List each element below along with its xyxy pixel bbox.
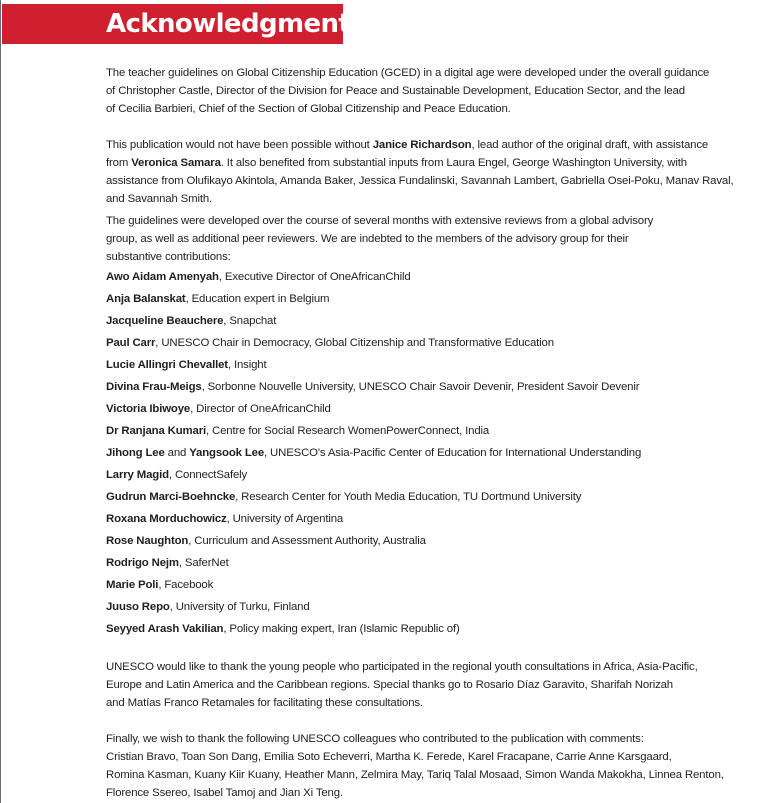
contributor-item [106,618,774,640]
contributor-affiliation: , Research Center for Youth Media Education, TU Dortmund University [235,491,582,503]
text-line [106,154,774,172]
contributor-name: Yangsook Lee [189,447,265,459]
contributor-name: Roxana Morduchowicz [106,513,227,525]
text-line: Romina Kasman, Kuany Kiir Kuany, Heather Mann, Zelmira May, Tariq Talal Mosaad, Simon Wanda Makokha, Linnea Renton, [106,769,724,781]
contributor-item [106,376,774,398]
text-fragment: , lead author of the original draft, with assistance [471,139,709,151]
acknowledgments-body [106,64,774,802]
text-fragment: This publication would not have been possible without [106,139,373,151]
contributor-affiliation: , University of Turku, Finland [169,601,310,613]
contributor-affiliation: , Director of OneAfricanChild [190,403,331,415]
contributor-item [106,486,774,508]
text-line: and Matías Franco Retamales for facilitating these consultations. [106,697,423,709]
contributor-affiliation: , Facebook [158,579,214,591]
authors-paragraph [106,136,774,208]
contributor-name: Jacqueline Beauchere [106,315,224,327]
contributor-affiliation: , UNESCO Chair in Democracy, Global Citizenship and Transformative Education [155,337,554,349]
contributor-name: Victoria Ibiwoye [106,403,191,415]
page-left-rule [0,0,1,803]
text-line: assistance from Olufikayo Akintola, Amanda Baker, Jessica Fundalinski, Savannah Lambert, Gabriella Osei-Poku, Manav Raval, [106,175,734,187]
contributor-affiliation: , Snapchat [223,315,277,327]
assistant-author-name: Veronica Samara [131,157,221,169]
text-line: Europe and Latin America and the Caribbean regions. Special thanks go to Rosario Díaz Garavito, Sharifah Norizah [106,679,673,691]
contributor-item [106,310,774,332]
contributor-name: Anja Balanskat [106,293,186,305]
contributor-name: Rodrigo Nejm [106,557,179,569]
contributor-name: Awo Aidam Amenyah [106,271,219,283]
text-fragment: . It also benefited from substantial inputs from Laura Engel, George Washington University, with [220,157,687,169]
text-line: Finally, we wish to thank the following UNESCO colleagues who contributed to the publication with comments: [106,733,644,745]
text-line: substantive contributions: [106,251,231,263]
contributor-item [106,288,774,310]
text-line: of Cecilia Barbieri, Chief of the Section of Global Citizenship and Peace Education. [106,103,511,115]
contributor-affiliation: , Curriculum and Assessment Authority, Australia [188,535,426,547]
contributor-name: Jihong Lee [106,447,165,459]
contributor-affiliation: , ConnectSafely [168,469,248,481]
contributor-name: Rose Naughton [106,535,189,547]
text-fragment: and [164,447,190,459]
intro-paragraph [106,64,774,118]
text-line [106,136,774,154]
contributor-item [106,442,774,464]
contributor-item [106,508,774,530]
contributor-name: Dr Ranjana Kumari [106,425,206,437]
contributor-name: Paul Carr [106,337,156,349]
text-line: The guidelines were developed over the course of several months with extensive reviews from a global advisory [106,215,654,227]
contributor-item [106,596,774,618]
contributor-item [106,266,774,288]
contributor-affiliation: , Centre for Social Research WomenPowerConnect, India [206,425,490,437]
contributor-list [106,266,774,640]
text-line: of Christopher Castle, Director of the Division for Peace and Sustainable Development, Education Sector, and the lead [106,85,685,97]
contributor-name: Seyyed Arash Vakilian [106,623,224,635]
contributor-affiliation: , Policy making expert, Iran (Islamic Republic of) [223,623,460,635]
text-fragment: from [106,157,132,169]
contributor-name: Larry Magid [106,469,169,481]
lead-author-name: Janice Richardson [372,139,472,151]
contributor-name: Lucie Allingri Chevallet [106,359,228,371]
contributor-item [106,354,774,376]
contributor-affiliation: , Executive Director of OneAfricanChild [218,271,411,283]
text-line: The teacher guidelines on Global Citizenship Education (GCED) in a digital age were developed under the overall guidance [106,67,710,79]
contributor-name: Juuso Repo [106,601,170,613]
contributor-name: Gudrun Marci-Boehncke [106,491,236,503]
page-title: Acknowledgments [106,9,366,39]
contributor-affiliation: , Insight [227,359,267,371]
contributor-item [106,398,774,420]
text-line: and Savannah Smith. [106,193,213,205]
contributor-item [106,552,774,574]
contributor-item [106,420,774,442]
advisory-paragraph [106,212,774,266]
contributor-affiliation: , Education expert in Belgium [185,293,330,305]
contributor-affiliation: , SaferNet [178,557,229,569]
contributor-affiliation: , Sorbonne Nouvelle University, UNESCO Chair Savoir Devenir, President Savoir Devenir [201,381,640,393]
contributor-item [106,332,774,354]
text-line: UNESCO would like to thank the young people who participated in the regional youth consultations in Africa, Asia-Pacific, [106,661,698,673]
contributor-name: Divina Frau-Meigs [106,381,202,393]
text-line: Florence Ssereo, Isabel Tamoj and Jian Xi Teng. [106,787,343,799]
heading-banner [2,4,366,44]
contributor-name: Marie Poli [106,579,159,591]
contributor-affiliation: , University of Argentina [226,513,344,525]
text-line: Cristian Bravo, Toan Son Dang, Emilia Soto Echeverri, Martha K. Ferede, Karel Fracapane, Carrie Anne Karsgaard, [106,751,672,763]
contributor-affiliation: , UNESCO's Asia-Pacific Center of Education for International Understanding [264,447,642,459]
contributor-item [106,464,774,486]
contributor-item [106,574,774,596]
text-line: group, as well as additional peer reviewers. We are indebted to the members of the advisory group for their [106,233,629,245]
contributor-item [106,530,774,552]
youth-paragraph [106,658,774,712]
colleagues-paragraph [106,730,774,802]
